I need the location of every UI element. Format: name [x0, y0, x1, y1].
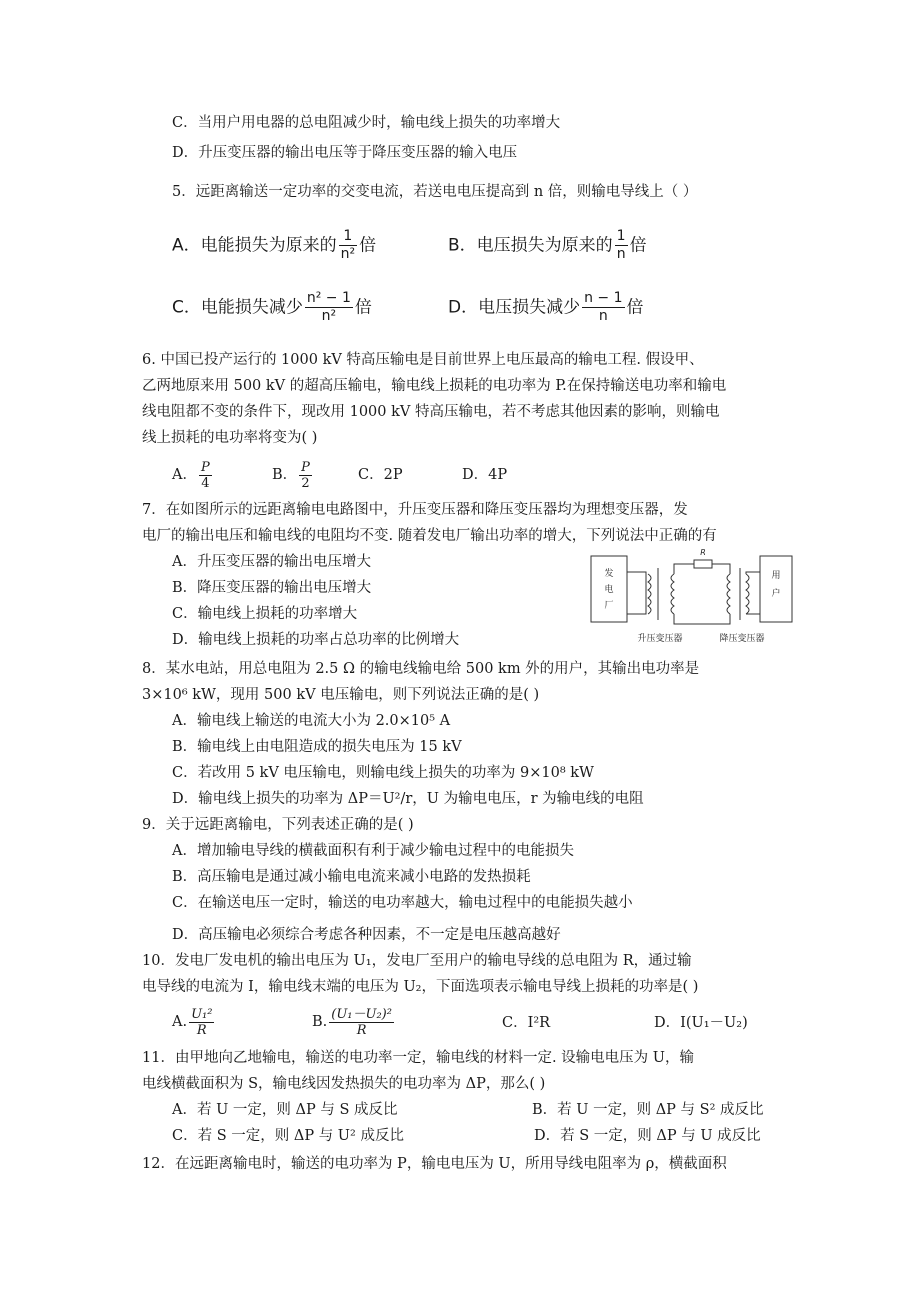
q6-option-c: C．2P — [358, 467, 403, 483]
q5-c-fraction — [305, 290, 353, 325]
q12-stem-line-1: 12．在远距离输电时，输送的电功率为 P，输电电压为 U，所用导线电阻率为 ρ，横截面积 — [142, 1156, 727, 1172]
primary-wire-left — [627, 572, 646, 614]
q5-d-text: D．电压损失减少 — [448, 297, 581, 318]
q10-a-label: A. — [172, 1014, 188, 1030]
q4-option-d: D．升压变压器的输出电压等于降压变压器的输入电压 — [172, 145, 518, 161]
q9-option-b: B．高压输电是通过减小输电电流来减小电路的发热损耗 — [172, 869, 531, 885]
q11-option-d: D．若 S 一定，则 ΔP 与 U 成反比 — [534, 1128, 761, 1144]
line-wire-top-right — [712, 564, 730, 574]
q6-stem-line-3: 线电阻都不变的条件下，现改用 1000 kV 特高压输电，若不考虑其他因素的影响，则输电 — [142, 404, 720, 420]
q5-d-numerator: n − 1 — [584, 290, 623, 306]
q10-stem-line-1: 10．发电厂发电机的输出电压为 U₁，发电厂至用户的输电导线的总电阻为 R，通过输 — [142, 953, 692, 969]
q5-b-suffix: 倍 — [629, 235, 647, 256]
q5-stem: 5．远距离输送一定功率的交变电流，若送电电压提高到 n 倍，则输电导线上（ ） — [172, 184, 698, 200]
q5-b-text: B．电压损失为原来的 — [448, 235, 613, 256]
line-resistor — [694, 560, 712, 568]
q6-stem-line-4: 线上损耗的电功率将变为( ) — [142, 430, 318, 446]
q11-stem-line-2: 电线横截面积为 S，输电线因发热损失的电功率为 ΔP，那么( ) — [142, 1076, 546, 1092]
q5-b-denominator: n — [616, 246, 626, 262]
q5-option-b — [448, 228, 647, 263]
q5-d-suffix: 倍 — [626, 297, 644, 318]
q10-b-fraction — [329, 1007, 394, 1038]
q6-b-fraction — [299, 460, 312, 491]
q9-stem: 9．关于远距离输电，下列表述正确的是( ) — [142, 817, 414, 833]
q6-b-label: B． — [272, 467, 298, 483]
q6-option-a — [172, 458, 214, 492]
q5-a-suffix: 倍 — [359, 235, 377, 256]
q10-b-label: B. — [312, 1014, 328, 1030]
q8-option-d: D．输电线上损失的功率为 ΔP＝U²/r，U 为输电电压，r 为输电线的电阻 — [172, 791, 644, 807]
q5-b-numerator: 1 — [616, 228, 626, 244]
user-label-1: 用 — [771, 571, 781, 581]
q11-option-b: B．若 U 一定，则 ΔP 与 S² 成反比 — [532, 1102, 764, 1118]
q10-stem-line-2: 电导线的电流为 I，输电线末端的电压为 U₂，下面选项表示输电导线上损耗的功率是( ) — [142, 979, 699, 995]
q7-stem-line-1: 7．在如图所示的远距离输电电路图中，升压变压器和降压变压器均为理想变压器，发 — [142, 502, 688, 518]
q5-c-text: C．电能损失减少 — [172, 297, 303, 318]
q6-a-label: A． — [172, 467, 197, 483]
q5-option-d — [448, 290, 644, 325]
q6-a-numerator: P — [200, 459, 210, 475]
q10-a-denominator: R — [196, 1022, 207, 1038]
transmission-circuit-diagram — [590, 544, 794, 648]
q6-b-denominator: 2 — [301, 475, 310, 491]
q5-a-fraction — [339, 228, 358, 263]
power-plant-label: 发 — [604, 569, 614, 579]
q10-option-d: D．I(U₁－U₂) — [654, 1015, 748, 1031]
q5-c-denominator: n² — [321, 308, 337, 324]
q9-option-c: C．在输送电压一定时，输送的电功率越大，输电过程中的电能损失越小 — [172, 895, 633, 911]
q6-b-numerator: P — [301, 459, 310, 475]
line-wire-bottom — [674, 614, 730, 624]
step-up-secondary-coil — [671, 574, 674, 614]
step-down-secondary-coil — [746, 574, 749, 614]
q9-option-a: A．增加输电导线的横截面积有利于减少输电过程中的电能损失 — [172, 843, 574, 859]
q6-option-d: D．4P — [462, 467, 508, 483]
q9-option-d: D．高压输电必须综合考虑各种因素，不一定是电压越高越好 — [172, 927, 561, 943]
q7-option-c: C．输电线上损耗的功率增大 — [172, 606, 358, 622]
q10-option-a — [172, 1005, 216, 1039]
q6-stem-line-1: 6. 中国已投产运行的 1000 kV 特高压输电是目前世界上电压最高的输电工程. 假设甲、 — [142, 352, 704, 368]
q6-a-denominator: 4 — [201, 475, 210, 491]
q10-option-c: C．I²R — [502, 1015, 551, 1031]
power-plant-label-2: 电 — [604, 585, 614, 595]
q6-a-fraction — [199, 460, 212, 491]
q5-a-text: A．电能损失为原来的 — [172, 235, 337, 256]
q5-a-denominator: n² — [340, 246, 356, 262]
q5-option-a — [172, 228, 376, 263]
q4-option-c: C．当用户用电器的总电阻减少时，输电线上损失的功率增大 — [172, 115, 561, 131]
power-plant-label-3: 厂 — [604, 601, 614, 611]
q10-b-denominator: R — [356, 1022, 367, 1038]
q7-option-b: B．降压变压器的输出电压增大 — [172, 580, 372, 596]
line-wire-top-left — [674, 564, 694, 574]
q5-d-denominator: n — [598, 308, 608, 324]
q10-option-b — [312, 1005, 396, 1039]
q11-option-c: C．若 S 一定，则 ΔP 与 U² 成反比 — [172, 1128, 404, 1144]
q7-option-d: D．输电线上损耗的功率占总功率的比例增大 — [172, 632, 460, 648]
step-down-primary-coil — [727, 574, 730, 614]
q11-option-a: A．若 U 一定，则 ΔP 与 S 成反比 — [172, 1102, 398, 1118]
q8-stem-line-1: 8．某水电站，用总电阻为 2.5 Ω 的输电线输电给 500 km 外的用户，其输出电功率是 — [142, 661, 700, 677]
q10-b-numerator: (U₁－U₂)² — [331, 1006, 392, 1022]
q5-option-c — [172, 290, 372, 325]
q8-option-c: C．若改用 5 kV 电压输电，则输电线上损失的功率为 9×10⁸ kW — [172, 765, 594, 781]
q8-option-b: B．输电线上由电阻造成的损失电压为 15 kV — [172, 739, 462, 755]
q5-b-fraction — [615, 228, 628, 263]
step-up-primary-coil — [648, 574, 651, 614]
q10-a-numerator: U₁² — [191, 1006, 213, 1022]
q8-option-a: A．输电线上输送的电流大小为 2.0×10⁵ A — [172, 713, 451, 729]
q7-option-a: A．升压变压器的输出电压增大 — [172, 554, 371, 570]
q5-c-suffix: 倍 — [354, 297, 372, 318]
q7-stem-line-2: 电厂的输出电压和输电线的电阻均不变. 随着发电厂输出功率的增大，下列说法中正确的有 — [142, 528, 717, 544]
user-label-2: 户 — [771, 589, 781, 599]
q6-option-b — [272, 458, 314, 492]
q11-stem-line-1: 11．由甲地向乙地输电，输送的电功率一定，输电线的材料一定. 设输电电压为 U，输 — [142, 1050, 694, 1066]
step-down-transformer-label: 降压变压器 — [719, 634, 765, 644]
step-up-transformer-label: 升压变压器 — [637, 634, 683, 644]
q10-a-fraction — [189, 1007, 214, 1038]
q5-a-numerator: 1 — [339, 228, 358, 246]
q8-stem-line-2: 3×10⁶ kW，现用 500 kV 电压输电，则下列说法正确的是( ) — [142, 687, 540, 703]
q6-stem-line-2: 乙两地原来用 500 kV 的超高压输电，输电线上损耗的电功率为 P.在保持输送电功率和输电 — [142, 378, 727, 394]
q5-c-numerator: n² − 1 — [306, 290, 351, 306]
resistor-label: R — [700, 548, 706, 557]
q5-d-fraction — [582, 290, 624, 325]
